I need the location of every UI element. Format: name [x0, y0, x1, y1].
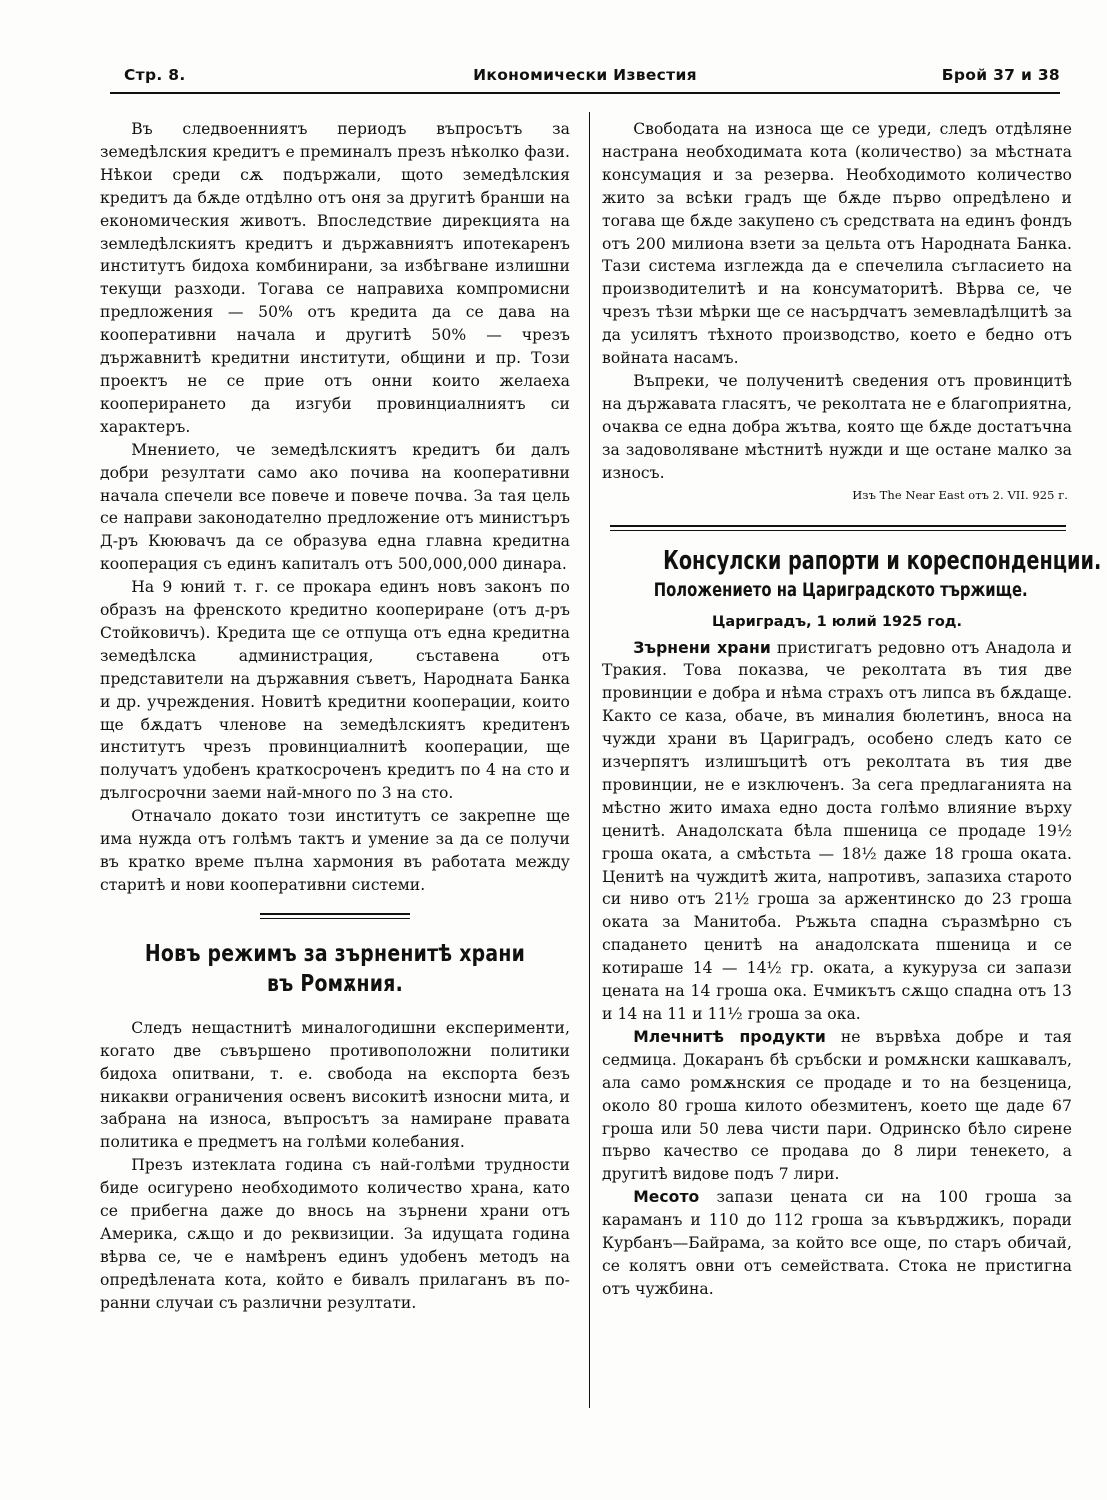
left-paragraph-3: На 9 юний т. г. се прокара единъ новъ законъ по образъ на френското кредитно коопериране (отъ д-ръ Стойковичъ). Кредита ще се отпуща отъ една кредитна земедѣлска администрация, съставена отъ представители на държавния съветъ, Народната Банка и др. учреждения. Новитѣ кредитни кооперации, които ще бѫдатъ членове на земедѣлскиятъ кредитенъ институтъ чрезъ провинциалнитѣ кооперации, ще получатъ удобенъ краткосроченъ кредитъ по 4 на сто и дългосрочни заеми най-много по 3 на сто.	[100, 578, 570, 803]
page-header	[110, 62, 1060, 96]
grain-text: пристигатъ редовно отъ Анадола и Тракия. Това показва, че реколтата въ тия две провинции е добра и нѣма страхъ отъ липса въ бѫдаще. Както се каза, обаче, въ миналия бюлетинъ, вноса на чужди храни въ Цариградъ, особено следъ като се изчерпятъ излишъцитѣ отъ реколтата въ тия две провинции, не е изключенъ. За сега предлаганията на мѣстно жито имаха едно доста голѣмо влияние върху ценитѣ. Анадолската бѣла пшеница се продаде 19½ гроша оката, а смѣстьта — 18½ даже 18 гроша оката. Ценитѣ на чуждитѣ жита, напротивъ, запазиха старото си ниво отъ 21½ гроша за аржентинско до 23 гроша оката за Манитоба. Ръжьта спадна съразмѣрно съ спадането ценитѣ на анадолската пшеница и се котираше 14 — 14½ гр. оката, а кукуруза си запази цената на 14 гроша ока. Ечмикътъ сѫщо спадна отъ 13 и 14 на 11 и 11½ гроша за ока.	[602, 638, 1072, 1023]
dateline: Цариградъ, 1 юлий 1925 год.	[711, 613, 963, 630]
column-divider	[589, 112, 590, 1408]
right-column	[602, 118, 1102, 1301]
issue-number: Брой 37 и 38	[941, 66, 1060, 84]
page-number: Стр. 8.	[124, 66, 186, 84]
left-paragraph-2: Мнението, че земедѣлскиятъ кредитъ би далъ добри резултати само ако почива на кооперативни начала спечели все повече и повече почва. За тая цель се направи законодателно предложение отъ министъръ Д-ръ Кюювачъ да се образува една главна кредитна кооперация съ единъ капиталъ отъ 500,000,000 динара.	[100, 440, 570, 574]
article-subtitle-market: Положението на Цариградското тържище.	[653, 578, 1028, 601]
left-paragraph-6: Презъ изтеклата година съ най-голѣми трудности биде осигурено необходимото количество храна, като се прибегна даже до внось на зърнени храни отъ Америка, сѫщо и до реквизиции. За идущата година вѣрва се, че е намѣренъ единъ удобенъ методъ на опредѣлената кота, който е бивалъ прилаганъ въ по-ранни случаи съ различни резултати.	[100, 1156, 570, 1312]
section-separator-double	[610, 525, 1066, 531]
lead-dairy: Млечнитѣ продукти	[633, 1027, 826, 1046]
right-paragraph-1: Свободата на износа ще се уреди, следъ отдѣляне настрана необходимата кота (количество) за мѣстната консумация и за резерва. Необходимото количество жито за всѣки градъ ще бѫде първо опредѣлено и тогава ще бѫде закупено съ средствата на единъ фондъ отъ 200 милиона взети за цельта отъ Народната Банка. Тази система изглежда да е спечелила съгласието на производителитѣ и на консуматоритѣ. Вѣрва се, че чрезъ тѣзи мѣрки ще се насърдчатъ земевладѣлцитѣ за да усилятъ тѣхното производство, което е бедно отъ войната насамъ.	[602, 120, 1072, 368]
source-note: Изъ The Near East отъ 2. VII. 925 г.	[852, 487, 1068, 502]
lead-meat: Месото	[633, 1188, 700, 1207]
lead-grain: Зърнени храни	[633, 638, 771, 657]
header-rule	[110, 92, 1060, 94]
dairy-text: не вървѣха добре и тая седмица. Докаранъ бѣ сръбски и ромѫнски кашкавалъ, ала само ромѫнския се продаде и то на безценица, около 80 гроша килото обезмитенъ, което ще даде 67 гроша или 50 лева чисти пари. Одринско бѣло сирене първо качество се продава до 8 лири тенекето, а другитѣ видове подъ 7 лири.	[602, 1027, 1072, 1184]
left-paragraph-1: Въ следвоенниятъ периодъ въпросътъ за земедѣлския кредитъ е преминалъ презъ нѣколко фази. Нѣкои среди сѫ подържали, щото земедѣлския кредитъ да бѫде отдѣлно отъ оня за другитѣ бранши на економическия животъ. Впоследствие дирекцията на земледѣлскиятъ кредитъ и държавниятъ ипотекаренъ институтъ бидоха комбинирани, за избѣгване излишни текущи разходи. Тогава се направиха компромисни предложения — 50% отъ кредита да се дава на кооперативни начала и другитѣ 50% — чрезъ държавнитѣ кредитни институти, общини и пр. Този проектъ не се прие отъ онни които желаеха коопериранeто да изгуби провинциалниятъ си характеръ.	[100, 120, 570, 436]
right-paragraph-2: Въпреки, че полученитѣ сведения отъ провинцитѣ на държавата гласятъ, че реколтата не е благоприятна, очаква се една добра жътва, която ще бѫде достатъчна за задоволяване мѣстнитѣ нужди и ще остане малко за износъ.	[602, 371, 1072, 482]
article-title-grain-regime: Новъ режимъ за зърненитѣ храни въ Ромѫния.	[144, 940, 526, 997]
left-paragraph-4: Отначало докато този институтъ се закрепне ще има нужда отъ голѣмъ тактъ и умение за да се получи въ кратко време пълна хармония въ работата между старитѣ и нови кооперативни системи.	[100, 807, 570, 894]
journal-title: Икономически Известия	[473, 66, 697, 84]
right-paragraph-dairy	[602, 1026, 1072, 1186]
section-separator	[260, 913, 410, 919]
right-paragraph-grain	[602, 637, 1072, 1026]
left-column	[100, 118, 570, 1315]
right-paragraph-meat	[602, 1186, 1072, 1301]
left-paragraph-5: Следъ нещастнитѣ миналогодишни експерименти, когато две съвършено противоположни политики бидоха опитвани, т. е. свобода на експорта безъ никакви ограничения освенъ високитѣ износни мита, и забрана на износа, въпросътъ за намиране правата политика е предметъ на голѣми колебания.	[100, 1018, 570, 1152]
section-title-consular-reports: Консулски рапорти и кореспонденции.	[663, 545, 1102, 576]
meat-text: запази цената си на 100 гроша за караманъ и 110 до 112 гроша за къвърджикъ, поради Курбанъ—Байрама, за който все още, по старъ обичай, се колятъ овни отъ семействата. Стока не пристигна отъ чужбина.	[602, 1188, 1072, 1298]
